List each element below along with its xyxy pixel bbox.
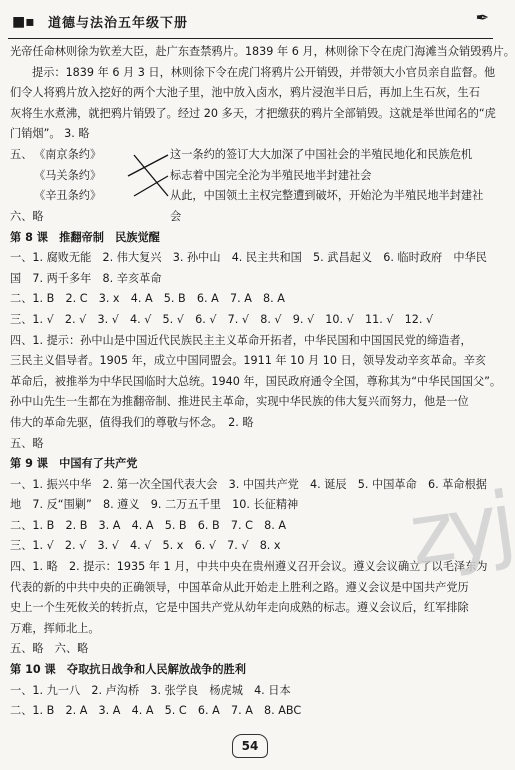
answer-line: 伟大的革命先驱，值得我们的尊敬与怀念。 2. 略 bbox=[10, 415, 254, 429]
answer-line: 五、略 bbox=[10, 436, 44, 450]
text-line: 光帝任命林则徐为钦差大臣，赴广东查禁鸦片。1839 年 6 月，林则徐下令在虎门海滩当众销毁鸦片。 bbox=[10, 45, 515, 58]
answer-content bbox=[10, 42, 515, 722]
text-line: 们令人将鸦片放入挖好的两个大池子里，池中放入卤水，鸦片浸泡半日后，再加上生石灰，生石 bbox=[10, 86, 480, 100]
question-label: 五、 bbox=[10, 147, 33, 161]
answer-line: 孙中山先生一生都在为推翻帝制、推进民主革命，实现中华民族的伟大复兴而努力，他是一位 bbox=[10, 395, 469, 409]
answer-line: 万难，挥师北上。 bbox=[10, 621, 100, 635]
text-line: 提示：1839 年 6 月 3 日，林则徐下令在虎门将鸦片公开销毁，并带领大小官员亲自监督。他 bbox=[32, 65, 496, 79]
watermark: zyj bbox=[403, 473, 515, 585]
match-line bbox=[134, 176, 168, 196]
answer-line: 二、1. B 2. A 3. A 4. A 5. C 6. A 7. A 8. ABC bbox=[10, 704, 302, 718]
answer-line: 史上一个生死攸关的转折点，它是中国共产党从幼年走向成熟的标志。遵义会议后，红军排除 bbox=[10, 601, 469, 615]
text-line: 门销烟”。 3. 略 bbox=[10, 127, 90, 141]
answer-line: 一、1. 腐败无能 2. 伟大复兴 3. 孙中山 4. 民主共和国 5. 武昌起义 6. 临时政府 中华民 bbox=[10, 251, 487, 265]
description-item: 标志着中国完全沦为半殖民地半封建社会 bbox=[170, 168, 372, 182]
answer-line: 地 7. 反“围剿” 8. 遵义 9. 二万五千里 10. 长征精神 bbox=[10, 498, 299, 512]
answer-line: 三民主义倡导者。1905 年，成立中国同盟会。1911 年 10 月 10 日，领导发动辛亥革命。辛亥 bbox=[10, 354, 486, 368]
answer-line: 二、1. B 2. B 3. A 4. A 5. B 6. B 7. C 8. A bbox=[10, 518, 287, 532]
description-item: 从此，中国领土主权完整遭到破坏，开始沦为半殖民地半封建社会 bbox=[170, 189, 484, 223]
treaty-item: 《马关条约》 bbox=[34, 168, 102, 182]
lesson-title: 第 9 课 中国有了共产党 bbox=[10, 457, 138, 471]
answer-line: 三、1. √ 2. √ 3. √ 4. √ 5. x 6. √ 7. √ 8. x bbox=[10, 539, 281, 553]
answer-line: 二、1. B 2. C 3. x 4. A 5. B 6. A 7. A 8. A bbox=[10, 292, 285, 306]
page-number: 54 bbox=[232, 734, 268, 758]
answer-line: 革命后，被推举为中华民国临时大总统。1940 年，国民政府通令全国，尊称其为“中华民国国父”。 bbox=[10, 374, 502, 388]
feather-icon: ✒ bbox=[475, 8, 489, 27]
answer-line: 三、1. √ 2. √ 3. √ 4. √ 5. √ 6. √ 7. √ 8. √ 9. √ 10. √ 11. √ 12. √ bbox=[10, 312, 434, 326]
answer-line: 五、略 六、略 bbox=[10, 642, 89, 656]
lesson-title: 第 8 课 推翻帝制 民族觉醒 bbox=[10, 230, 160, 244]
description-list bbox=[170, 145, 492, 223]
text-line: 灰将生水煮沸，就把鸦片销毁了。经过 20 多天，才把缴获的鸦片全部销毁。这就是举世闻名的“虎 bbox=[10, 106, 496, 120]
header-decoration-icon: ■▪ bbox=[12, 14, 35, 30]
answer-line: 四、1. 略 2. 提示：1935 年 1 月，中共中央在贵州遵义召开会议。遵义会议确立了以毛泽东为 bbox=[10, 560, 488, 574]
answer-line: 代表的新的中共中央的正确领导，中国革命从此开始走上胜利之路。遵义会议是中国共产党历 bbox=[10, 580, 469, 594]
answer-line: 四、1. 提示：孙中山是中国近代民族民主主义革命开拓者，中华民国和中国国民党的缔造者， bbox=[10, 333, 472, 347]
answer-line: 一、1. 振兴中华 2. 第一次全国代表大会 3. 中国共产党 4. 诞辰 5. 中国革命 6. 革命根据 bbox=[10, 477, 487, 491]
answer-line: 国 7. 两千多年 8. 辛亥革命 bbox=[10, 271, 162, 285]
treaty-item: 《南京条约》 bbox=[34, 147, 102, 161]
description-item: 这一条约的签订大大加深了中国社会的半殖民地化和民族危机 bbox=[170, 147, 473, 161]
match-line bbox=[134, 155, 168, 196]
lesson-title: 第 10 课 夺取抗日战争和人民解放战争的胜利 bbox=[10, 663, 246, 677]
page-header bbox=[8, 6, 493, 39]
text-line: 六、略 bbox=[10, 209, 44, 223]
answer-line: 一、1. 九一八 2. 卢沟桥 3. 张学良 杨虎城 4. 日本 bbox=[10, 683, 291, 697]
book-title: 道德与法治五年级下册 bbox=[48, 16, 189, 31]
treaty-item: 《辛丑条约》 bbox=[34, 189, 102, 203]
